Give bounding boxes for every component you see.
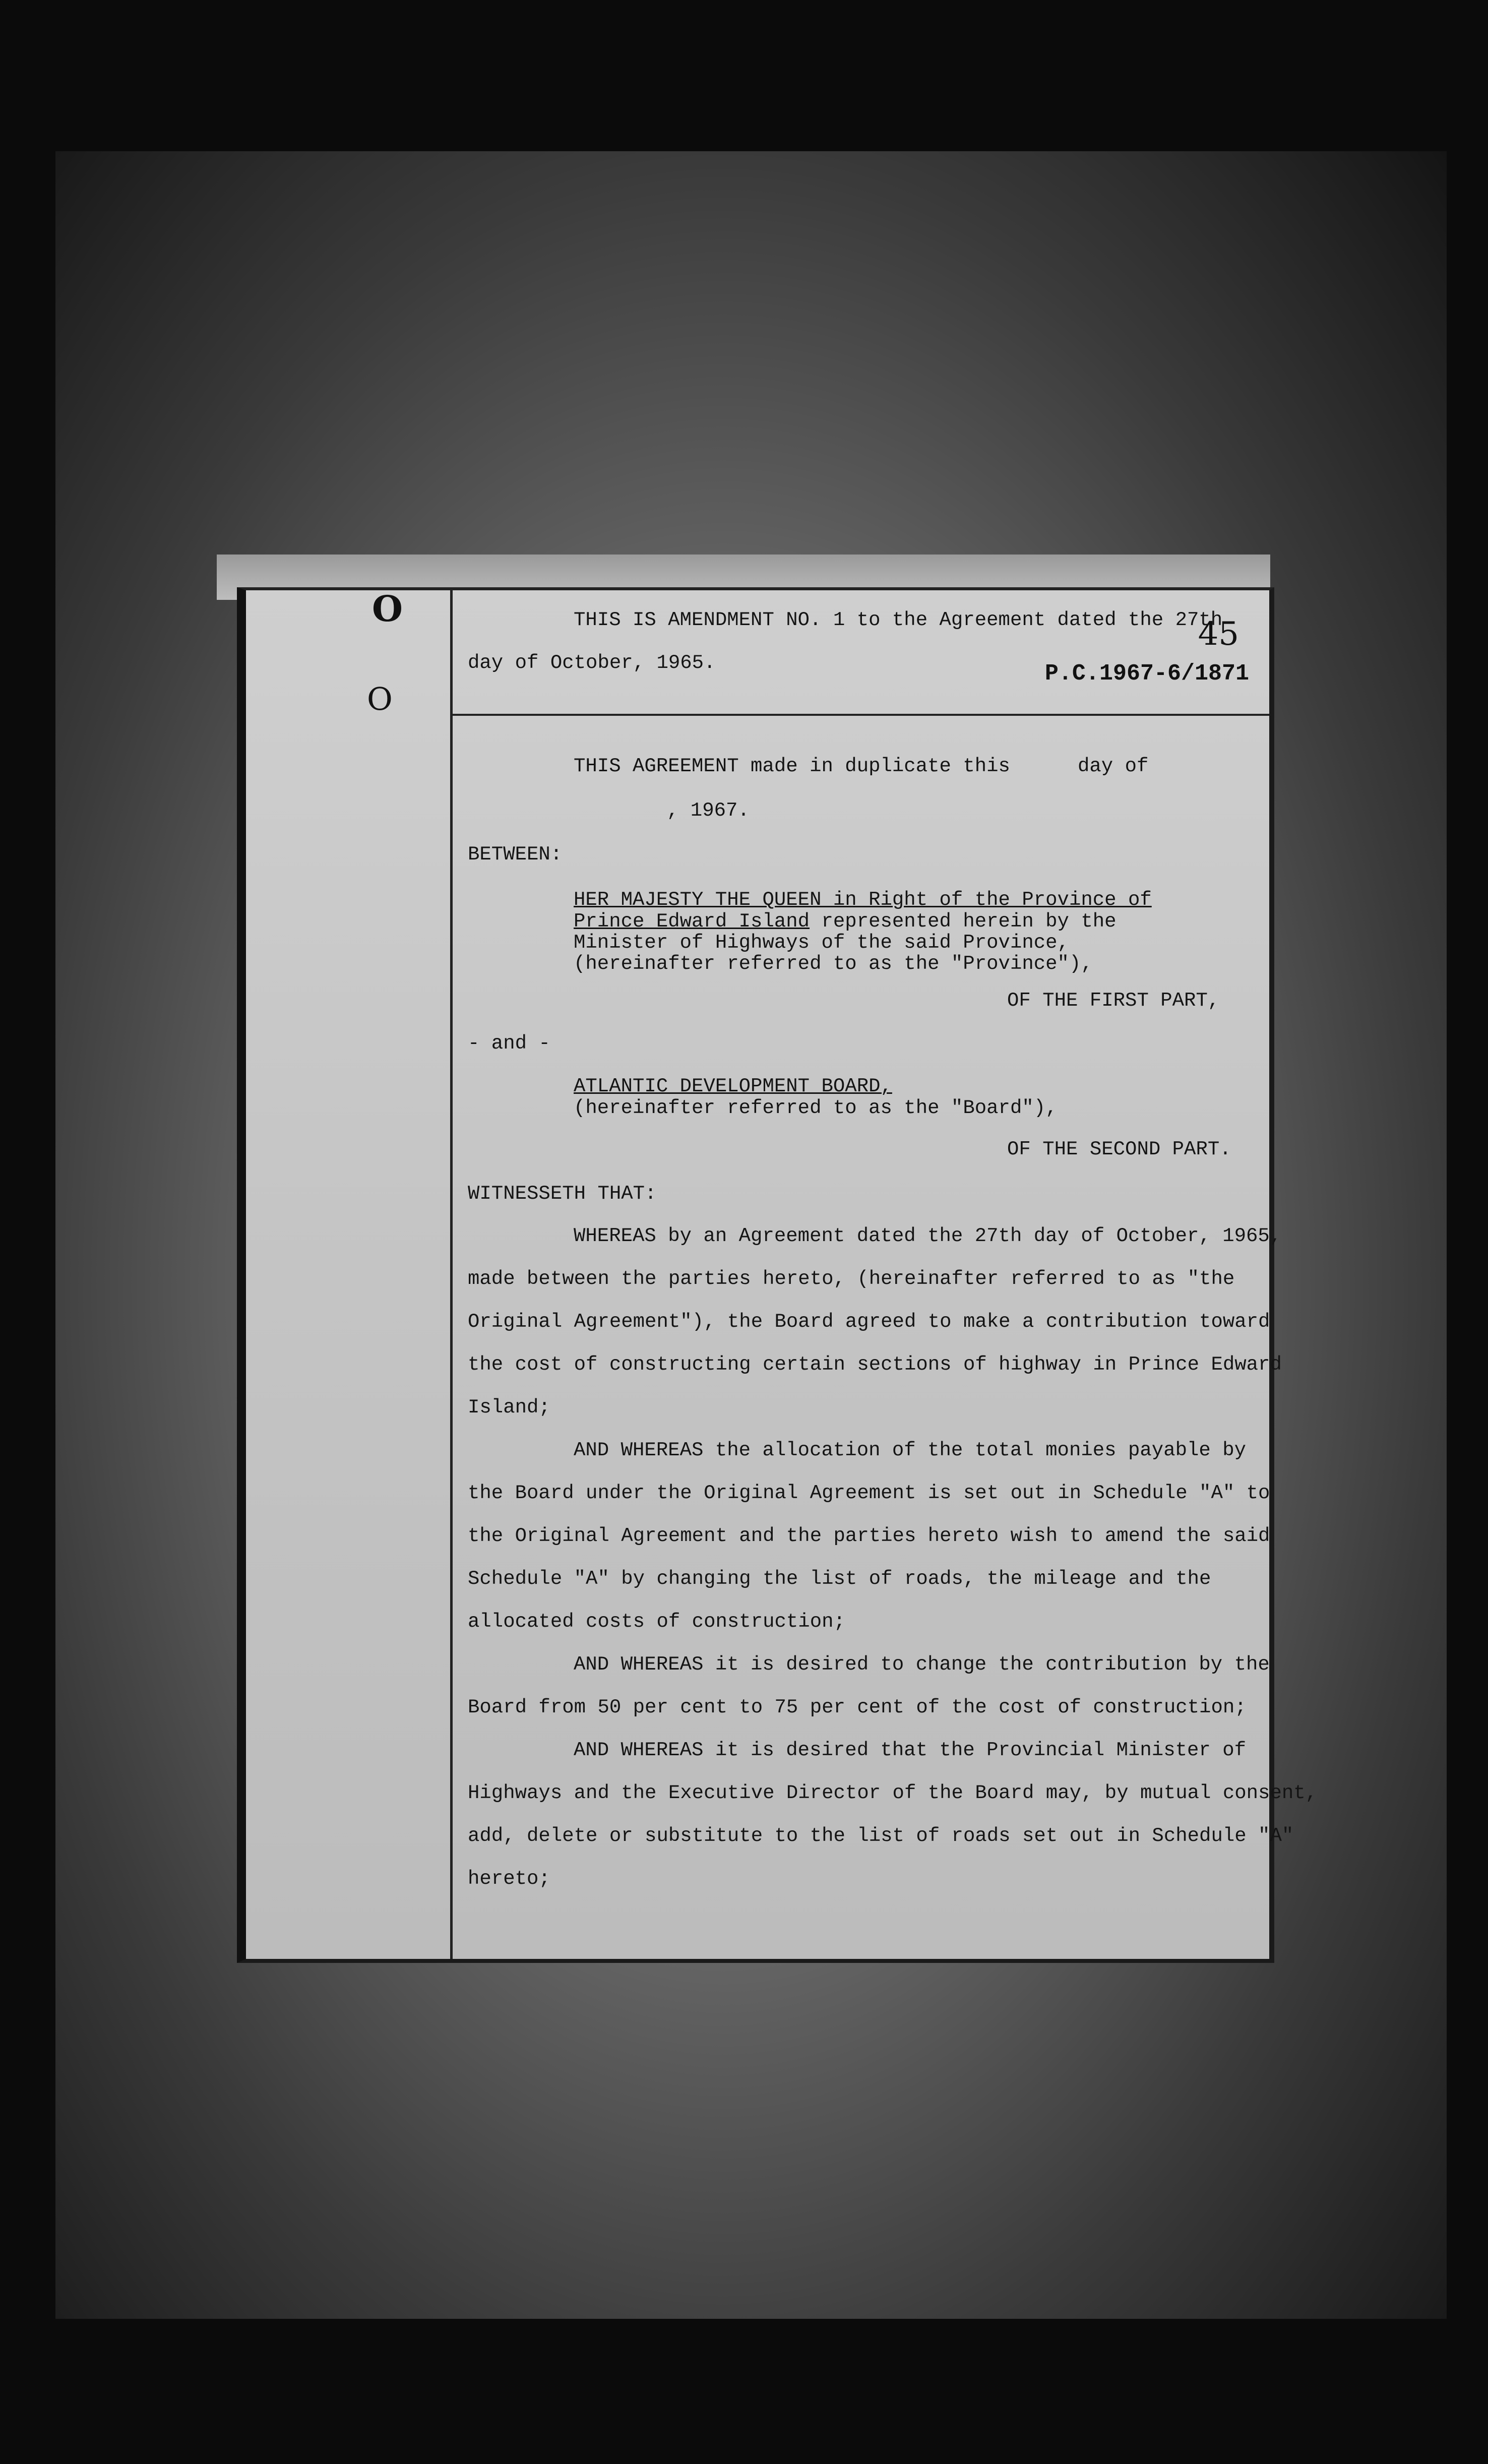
first-party-line3: Minister of Highways of the said Province, — [574, 932, 1069, 954]
second-part-label: OF THE SECOND PART. — [1007, 1138, 1231, 1160]
amendment-date: day of October, 1965. — [468, 652, 716, 674]
punch-hole-icon: O — [372, 588, 403, 630]
recital-line: Highways and the Executive Director of the Board may, by mutual consent, — [468, 1782, 1318, 1804]
first-part-label: OF THE FIRST PART, — [1007, 990, 1220, 1012]
recital-line: Schedule "A" by changing the list of roads, the mileage and the — [468, 1568, 1211, 1590]
and-separator: - and - — [468, 1032, 550, 1055]
recital-line: add, delete or substitute to the list of roads set out in Schedule "A" — [468, 1825, 1294, 1847]
document-page — [237, 587, 1318, 1963]
recital-line: Original Agreement"), the Board agreed to make a contribution toward — [468, 1311, 1270, 1333]
margin-rule — [450, 590, 453, 1959]
recital-line: AND WHEREAS it is desired that the Provincial Minister of — [574, 1739, 1247, 1761]
recital-line: hereto; — [468, 1868, 550, 1890]
recital-line: AND WHEREAS the allocation of the total monies payable by — [574, 1439, 1247, 1461]
recital-line: Board from 50 per cent to 75 per cent of the cost of construction; — [468, 1696, 1247, 1718]
first-party-line2-rest: represented herein by the — [810, 910, 1117, 933]
punch-hole-icon: O — [367, 681, 393, 717]
recital-line: WHEREAS by an Agreement dated the 27th day of October, 1965, — [574, 1225, 1282, 1247]
recital-line: the Board under the Original Agreement is set out in Schedule "A" to — [468, 1482, 1270, 1504]
amendment-line: THIS IS AMENDMENT NO. 1 to the Agreement dated the 27th — [574, 609, 1223, 631]
second-party-line2: (hereinafter referred to as the "Board"), — [574, 1097, 1058, 1119]
witnesseth-heading: WITNESSETH THAT: — [468, 1183, 657, 1205]
page-number: 45 — [1198, 615, 1239, 653]
between-heading: BETWEEN: — [468, 843, 563, 866]
agreement-day-of: day of — [1078, 755, 1149, 777]
recital-line: AND WHEREAS it is desired to change the contribution by the — [574, 1653, 1270, 1676]
recital-line: made between the parties hereto, (hereinafter referred to as "the — [468, 1268, 1235, 1290]
recital-line: allocated costs of construction; — [468, 1611, 845, 1633]
recital-line: the cost of constructing certain sections of highway in Prince Edward — [468, 1353, 1282, 1376]
first-party-line2 — [574, 912, 1117, 932]
recital-line: the Original Agreement and the parties hereto wish to amend the said — [468, 1525, 1270, 1547]
recital-line: Island; — [468, 1396, 550, 1419]
agreement-year: , 1967. — [667, 799, 750, 822]
second-party-name: ATLANTIC DEVELOPMENT BOARD, — [574, 1075, 892, 1097]
first-party-province: Prince Edward Island — [574, 910, 810, 933]
first-party-line4: (hereinafter referred to as the "Province"), — [574, 953, 1093, 975]
agreement-intro: THIS AGREEMENT made in duplicate this — [574, 755, 1010, 777]
first-party-name: HER MAJESTY THE QUEEN in Right of the Province of — [574, 889, 1152, 911]
order-in-council-reference: P.C.1967-6/1871 — [1044, 661, 1249, 687]
